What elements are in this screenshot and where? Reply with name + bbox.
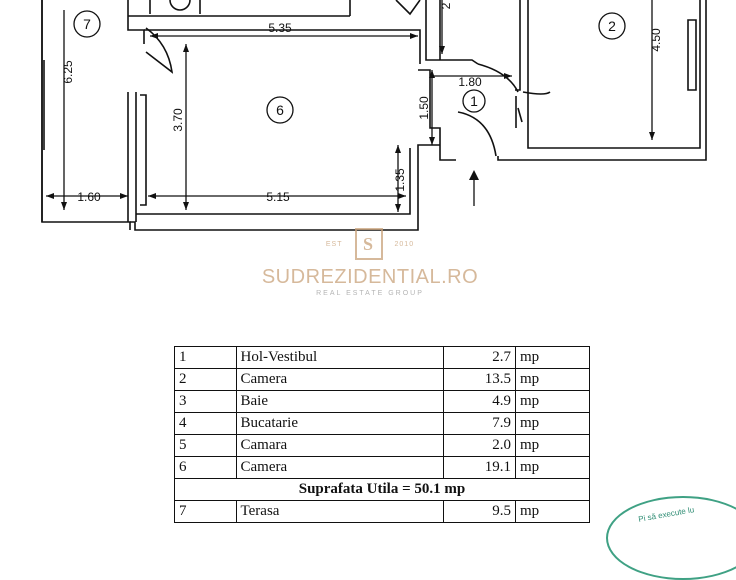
cell-room-name: Hol-Vestibul	[236, 347, 444, 369]
cell-room-name: Camara	[236, 435, 444, 457]
cell-area: 4.9	[444, 391, 516, 413]
room-1-number: 1	[470, 93, 478, 109]
cell-area: 13.5	[444, 369, 516, 391]
table-row	[175, 479, 590, 501]
watermark-brand: SUDREZIDENTIAL.RO	[261, 266, 479, 288]
table-row	[175, 457, 590, 479]
room-7-number: 7	[83, 16, 91, 32]
cell-room-name: Bucatarie	[236, 413, 444, 435]
dim-label: 3.70	[171, 108, 185, 132]
table-row	[175, 413, 590, 435]
watermark-est: EST	[325, 240, 343, 248]
table-row	[175, 347, 590, 369]
table-row	[175, 501, 590, 523]
dim-label: 1.35	[393, 168, 407, 192]
dim-label: 5.35	[268, 21, 292, 35]
logo-icon: S	[355, 228, 383, 260]
cell-unit: mp	[515, 391, 589, 413]
dim-label: 1.60	[77, 190, 101, 204]
cell-room-name: Camera	[236, 457, 444, 479]
dim-label: 1.50	[417, 96, 431, 120]
cell-unit: mp	[515, 457, 589, 479]
cell-number: 5	[175, 435, 237, 457]
cell-number: 2	[175, 369, 237, 391]
stamp-text: Pi să execute lu	[637, 505, 695, 524]
table-row	[175, 369, 590, 391]
dim-label: 2	[439, 2, 453, 10]
dim-label: 1.80	[458, 75, 482, 89]
cell-room-name: Camera	[236, 369, 444, 391]
cell-area: 2.7	[444, 347, 516, 369]
cell-unit: mp	[515, 501, 589, 523]
cell-unit: mp	[515, 347, 589, 369]
cell-number: 4	[175, 413, 237, 435]
room-2-number: 2	[608, 18, 616, 34]
cell-unit: mp	[515, 369, 589, 391]
cell-number: 6	[175, 457, 237, 479]
dim-label: 4.50	[649, 28, 663, 52]
cell-number: 1	[175, 347, 237, 369]
watermark	[255, 228, 485, 297]
cell-unit: mp	[515, 413, 589, 435]
cell-room-name: Terasa	[236, 501, 444, 523]
cell-number: 3	[175, 391, 237, 413]
cell-room-name: Baie	[236, 391, 444, 413]
watermark-year: 2010	[394, 240, 415, 248]
total-area: Suprafata Utila = 50.1 mp	[175, 479, 590, 501]
table-row	[175, 391, 590, 413]
room-6-number: 6	[276, 102, 284, 118]
cell-unit: mp	[515, 435, 589, 457]
cell-area: 19.1	[444, 457, 516, 479]
cell-number: 7	[175, 501, 237, 523]
room-area-table	[174, 346, 590, 523]
dim-label: 5.15	[266, 190, 290, 204]
watermark-tagline: REAL ESTATE GROUP	[316, 290, 424, 297]
cell-area: 9.5	[444, 501, 516, 523]
cell-area: 2.0	[444, 435, 516, 457]
table-row	[175, 435, 590, 457]
stamp	[606, 496, 736, 580]
cell-area: 7.9	[444, 413, 516, 435]
dim-label: 6.25	[61, 60, 75, 84]
